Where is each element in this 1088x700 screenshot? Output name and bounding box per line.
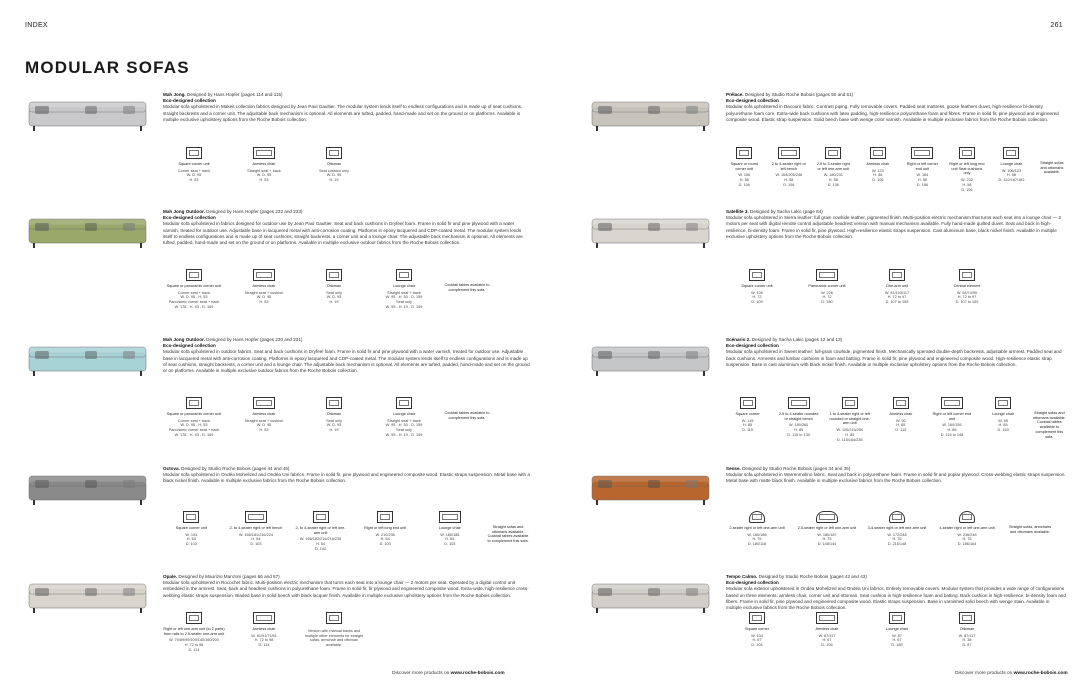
module-dimensions: Seat cushion only W. D. 95 H. 19 xyxy=(319,168,349,183)
module-dimensions: W. 87 H. 67 D. 185 xyxy=(891,633,903,648)
product-collection: Eco-designed collection xyxy=(163,215,216,221)
module-icon xyxy=(870,147,886,159)
module-dimensions: W. 90 H. 85 D. 115 xyxy=(895,418,907,433)
module-item xyxy=(828,397,871,442)
module-label: 1 to 4-seater right or left rounded or straight one-arm unit xyxy=(829,412,871,426)
module-icon xyxy=(911,147,933,159)
module-icon xyxy=(186,397,202,409)
module-icon xyxy=(842,397,858,409)
product-collection: Eco-designed collection xyxy=(163,343,216,349)
module-label: Armless chair xyxy=(252,162,276,166)
module-dimensions: W. 81/103/117 H. 72 to 97 D. 107 to 159 xyxy=(884,290,910,305)
module-dimensions: W. 81/91/71/81 H. 72 to 98 D. 114 xyxy=(251,633,277,648)
footer-prefix: Discover more products on xyxy=(955,671,1014,676)
module-label: 3-4-seater right or left one-arm unit xyxy=(867,526,927,530)
module-item xyxy=(993,147,1030,183)
module-item xyxy=(726,397,769,433)
product-description: Modular sofa upholstered in Rocochet fabric. Multi-position electric mechanism that turns each seat into a lounge chair — 2 motors per seat. Operated by a digital control unit embedded in the armrest. Seat, back and headrest cushions in polyurethane foam. Frame in solid fir, fir plywood and engineered composite wood. Extra-wide, high-resilience cross-webbing elastic straps suspension. Bladed base in solid beech with black lacquer finish. Available in multiple exclusive upholstery options from the Roche Bobois collection. xyxy=(163,580,529,598)
module-dimensions: W. 95 H. 85 D. 163 xyxy=(997,418,1009,433)
module-dimensions: W. 210/235 H. 64 D. 103 xyxy=(375,532,395,547)
module-icon xyxy=(326,147,342,159)
module-label: Square corner unit xyxy=(175,526,207,530)
module-label: Ottoman xyxy=(326,162,342,166)
module-dimensions: W. 160/185 H. 64 D. 103 xyxy=(440,532,460,547)
module-label: 2- to 4-seater right or left one-arm unit xyxy=(295,526,346,535)
product-name: Octova. xyxy=(163,466,180,471)
module-icon xyxy=(816,612,838,624)
module-list xyxy=(163,269,530,310)
module-label: Right or left one-arm unit (to 2 parts) from rails to 2.5-seater one-arm unit xyxy=(163,627,225,636)
module-icon xyxy=(183,511,199,523)
module-dimensions: W. 236/248 H. 75 D. 186/164 xyxy=(957,532,977,547)
module-label: Armless chair xyxy=(889,412,913,416)
module-icon xyxy=(186,269,202,281)
product-credit: Designed by Sacha Lakic (pages 12 and 13) xyxy=(750,337,843,342)
sofa-illustration xyxy=(25,92,150,140)
module-icon xyxy=(736,147,752,159)
module-label: One-arm unit xyxy=(885,284,909,288)
module-dimensions: W. 120/215/250 H. 85 D. 115/164/235 xyxy=(836,428,864,442)
module-label: Square or panoramic corner unit xyxy=(166,412,222,416)
module-dimensions: Straight seat + back W. 95 - H. 53 - D. 159 Seat only W. 95 - H. 19 - D. 159 xyxy=(385,290,423,309)
module-icon xyxy=(253,269,275,281)
module-dimensions: W. 109 H. 72 D. 109 xyxy=(751,290,763,305)
module-list xyxy=(726,269,1066,305)
module-item xyxy=(373,269,435,310)
index-label: INDEX xyxy=(25,22,48,29)
product-credit: Designed by Sacha Lakic (page 84) xyxy=(748,209,823,214)
module-icon xyxy=(749,612,765,624)
module-icon xyxy=(816,511,838,523)
module-item xyxy=(303,269,365,305)
module-dimensions: W. 226 H. 72 D. 180 xyxy=(821,290,833,305)
module-dimensions: W. 123 H. 58 D. 106 xyxy=(871,168,884,183)
product-note: Straight sofas and ottomans available. Cocktail tables available to complement this sofa. xyxy=(487,525,529,544)
module-dimensions: Seat only W. D. 95 H. 19 xyxy=(326,290,342,305)
product-text xyxy=(726,337,1066,368)
module-item xyxy=(233,397,295,433)
module-dimensions: W. 166/181/216/224 H. 64 D. 103 xyxy=(238,532,273,547)
module-item xyxy=(373,397,435,438)
module-label: Square corner unit xyxy=(741,284,773,288)
page-header xyxy=(25,22,1063,34)
module-list xyxy=(726,397,1066,442)
product-note: Cocktail tables available to complement this sofa. xyxy=(444,411,490,420)
product-description: Modular sofa upholstered in outdoor fabrics. Seat and back cushions in Dryfeel foam. Frame in solid fir and pine plywood with a water varnish, treated for outdoor use. Adjustable base in lacquered metal with anti-corrosion coating. Platforms in epoxy lacquered and CDP-coated metal. The modular system lends itself to endless configurations and is made up of seat cushions, straight backrests, a corner unit and a lounge chair. The adjustable back mechanism is optional. All elements are tufted, padded, hand-made and set on the ground or on platforms. Available in multiple exclusive outdoor fabrics from the Roche Bobois collection. xyxy=(163,349,530,373)
module-label: Square or panoramic corner unit xyxy=(166,284,222,288)
footer-left xyxy=(392,671,505,676)
module-label: Lounge chair xyxy=(393,284,415,288)
module-dimensions: W. 180/187 H. 75 D. 148/144 xyxy=(817,532,837,547)
module-icon xyxy=(959,147,975,159)
product-text xyxy=(726,466,1066,485)
module-label: Square corner xyxy=(744,627,770,631)
module-item xyxy=(796,511,858,547)
product-text xyxy=(163,466,530,485)
module-icon xyxy=(959,511,975,523)
product-credit: Designed by Hans Hopfer (pages 230 and 231) xyxy=(204,337,303,342)
module-icon xyxy=(253,147,275,159)
sofa-illustration xyxy=(588,92,713,140)
module-dimensions: W. 164/205/246 H. 58 D. 106 xyxy=(775,173,803,187)
module-dimensions: W. 64/74/90 H. 72 to 97 D. 107 to 159 xyxy=(955,290,979,305)
module-dimensions: W. 106 H. 58 D. 106 xyxy=(738,173,751,187)
module-item xyxy=(930,397,973,438)
footer-url[interactable]: www.roche-bobois.com xyxy=(450,671,505,676)
product-description: Modular sofa upholstered in Dacouro fabric. Contrast piping. Fully removable covers. Padded seat mattress, goose feathers duvet, high-resilience bi-density polyurethane foam core. Extra-wide back cushions with latex padding, high-resilience polyurethane foam and fibres. Frame in solid fir, pine plywood and engineered composite wood. Elastic strap suspension. Solid beech base with wenge color varnish. Available in multiple exclusive fabrics from the Roche Bobois collection. xyxy=(726,104,1059,122)
module-dimensions: Straight seat + back W. 95 - H. 53 - D. 159 Seat only W. 95 - H. 19 - D. 159 xyxy=(385,418,423,437)
product-text xyxy=(163,209,530,246)
module-dimensions: Corner seat + back W. D. 95 - H. 53 Panoramic corner seat + back W. 178 - H. 53 - D. 169 xyxy=(168,418,220,437)
module-icon xyxy=(326,397,342,409)
product-name: Satellite 3. xyxy=(726,209,749,214)
module-label: Right or left corner end unit xyxy=(906,162,938,171)
module-item xyxy=(163,269,225,310)
product-note: Straight sofas and ottomans available. Cocktail tables available to complement this sofa. xyxy=(1032,411,1066,439)
module-label: 2.5 to 4-seater rounded or straight bench xyxy=(778,412,819,421)
module-dimensions: Straight seat + cushion W. D. 95 H. 53 xyxy=(244,418,284,433)
module-dimensions: W. 172/248 H. 75 D. 215/148 xyxy=(887,532,907,547)
module-label: Central element xyxy=(953,284,981,288)
module-dimensions: W. 115 H. 85 D. 115 xyxy=(741,418,754,433)
module-label: Lounge chair xyxy=(886,627,908,631)
module-item xyxy=(904,147,941,188)
product-credit: Designed by Studio Roche Bobois (pages 42 and 43) xyxy=(757,574,867,579)
module-label: 2.5 to 3-seater right or left one-arm unit xyxy=(816,162,850,171)
module-label: Right or left long end unit xyxy=(364,526,407,530)
product-name: Mah Jong Outdoor. xyxy=(163,209,205,214)
module-item xyxy=(163,397,225,438)
module-icon xyxy=(749,511,765,523)
module-label: 2 to 4-seater right or left bench xyxy=(771,162,806,171)
sofa-illustration xyxy=(588,209,713,257)
module-dimensions: W. 164 H. 58 D. 186 xyxy=(916,173,929,187)
sofa-illustration xyxy=(25,209,150,257)
module-icon xyxy=(825,147,841,159)
module-list xyxy=(726,147,1066,192)
module-label: Lounge chair xyxy=(393,412,415,416)
module-dimensions: W. 180/260 H. 85 D. 115 to 130 xyxy=(787,423,810,437)
module-icon xyxy=(377,511,393,523)
module-item xyxy=(860,147,897,183)
product-text xyxy=(726,92,1066,123)
module-list xyxy=(726,612,1066,648)
module-item xyxy=(866,269,928,305)
product-text xyxy=(163,92,530,123)
module-label: Ottoman xyxy=(326,284,342,288)
product-credit: Designed by Maurizio Manzoni (pages 66 and 67) xyxy=(177,574,280,579)
footer-prefix: Discover more products on xyxy=(392,671,451,676)
module-label: Ottoman xyxy=(326,412,342,416)
product-description: Modular sofa upholstered in Sierra leather: full grain cowhide leather, pigmented finish. Multi-position electric mechanism that turns each seat into a lounge chair — 2 motors per seat with digital remote control adjustable headrest version with manual mechanism available. Fully hand-made quilted duvet. Seat and back in high-resilience, bi-density foam. Frame in solid fir, pine plywood. High-resilience elastic straps suspension. Cast aluminium base, black nickel finish. Available in multiple exclusive upholstery options from the Roche Bobois collection. xyxy=(726,215,1062,239)
module-item xyxy=(796,269,858,305)
product-credit: Designed by Hans Hopfer (pages 232 and 233) xyxy=(204,209,303,214)
module-icon xyxy=(253,397,275,409)
product-note: Straight sofas and ottomans available. xyxy=(1040,161,1064,175)
sofa-illustration xyxy=(588,337,713,385)
product-name: Sense. xyxy=(726,466,741,471)
module-item xyxy=(866,612,928,648)
module-list xyxy=(163,511,530,552)
product-note: Straight sofas, armchairs and ottomans available. xyxy=(1009,525,1051,534)
module-icon xyxy=(186,612,202,624)
product-name: Scénario 2. xyxy=(726,337,751,342)
module-item xyxy=(777,397,820,438)
module-dimensions: Version with manual backs and multiple other elements for straight sofas, armchair and ottoman available. xyxy=(304,629,364,648)
module-icon xyxy=(941,397,963,409)
module-list xyxy=(163,147,530,183)
module-label: 2- to 4-seater right or left bench xyxy=(229,526,283,530)
module-item xyxy=(936,269,998,305)
module-item xyxy=(422,511,479,547)
product-description: Modular sofa exterior upholstered in Ondéa Mohelized and Ondéa Uni fabrics. Entirely removable covers. Modular system that provides a wide range of configurations based on three elements: armless chair, corner unit and ottoman. Seat cushion in high-resilience foam and batting. Back cushion in high-resilience, bi-density foam and fibers. Frame in solid fir, pine plywood and engineered composite wood. Elastic straps suspension. Base in varnished solid beech with wenge stain. Available in multiple exclusive fabrics from the Roche Bobois collection. xyxy=(726,586,1066,610)
sofa-illustration xyxy=(588,466,713,514)
page-number: 261 xyxy=(1050,22,1063,29)
product-credit: Designed by Hans Hopfer (pages 114 and 115) xyxy=(185,92,283,97)
module-label: Right or left long end unit Seat cushions only xyxy=(949,162,985,176)
module-icon xyxy=(396,269,412,281)
product-collection: Eco-designed collection xyxy=(726,98,779,104)
module-dimensions: W. 87/117 H. 67 D. 106 xyxy=(818,633,836,648)
product-name: Mah Jong Outdoor. xyxy=(163,337,205,342)
module-label: Lounge chair xyxy=(992,412,1015,416)
module-icon xyxy=(186,147,202,159)
module-icon xyxy=(788,397,810,409)
product-description: Modular sofa upholstered in Sweet leather: full-grain cowhide, pigmented finish. Mechanically operated double-depth backrests, adjustable armrest. Padded seat and back cushions. Armrests and lumbar cushions in foam and batting. Frame in solid fir, pine plywood and engineered composite wood. High-resilience elastic strap suspension. Base in cast aluminium with black nickel finish. Available in multiple exclusive upholstery options from the Roche Bobois collection. xyxy=(726,349,1062,367)
module-item xyxy=(982,397,1025,433)
module-dimensions: Straight seat + cushion W. D. 95 H. 53 xyxy=(244,290,284,305)
sofa-illustration xyxy=(25,574,150,622)
module-icon xyxy=(396,397,412,409)
module-item xyxy=(949,147,986,192)
module-icon xyxy=(889,511,905,523)
module-label: 4-seater right or left one-arm unit xyxy=(939,526,995,530)
module-icon xyxy=(740,397,756,409)
module-label: Ottoman xyxy=(959,627,975,631)
product-description: Modular sofa upholstered in fabrics designed for outdoor use by Jean Paul Gaultier. Seat and back cushions in Dryfeel foam. Frame in solid fir and pine plywood with a water varnish, treated for outdoor use. Adjustable base in lacquered metal with anti-corrosion coating. Platforms in epoxy lacquered and CDP-coated metal. The modular system lends itself to endless configurations and is made up of seat cushions, straight backrests, a corner unit and a lounge chair. The adjustable back mechanism is optional. All elements are tufted, padded, hand-made and set on the ground or on platforms. Available in multiple exclusive outdoor fabrics from the Roche Bobois collection. xyxy=(163,221,523,245)
footer-right xyxy=(955,671,1068,676)
module-item xyxy=(303,397,365,433)
module-item xyxy=(357,511,414,547)
sofa-illustration xyxy=(588,574,713,622)
module-icon xyxy=(778,147,800,159)
module-item xyxy=(228,511,285,547)
product-text xyxy=(163,574,530,599)
product-text xyxy=(726,209,1066,240)
module-item xyxy=(726,612,788,648)
module-icon xyxy=(959,612,975,624)
module-item xyxy=(936,612,998,648)
page-title: MODULAR SOFAS xyxy=(25,58,190,77)
module-item xyxy=(292,511,349,552)
module-item xyxy=(796,612,858,648)
product-description: Modular sofa upholstered in Warrenmolino fabric. Seat and back in polyurethane foam. Frame in solid fir and poplar plywood. Cross-webbing elastic straps suspension. Metal base with matte black finish. Available in multiple exclusive fabrics from the Roche Bobois collection. xyxy=(726,472,1066,484)
product-credit: Designed by Studio Roche Bobois (pages 34 and 35) xyxy=(740,466,851,471)
module-dimensions: Corner seat + back W. D. 95 H. 53 xyxy=(177,168,211,183)
module-dimensions: W. 104 H. 67 D. 104 xyxy=(751,633,763,648)
module-label: 2-seater right or left one-arm unit xyxy=(729,526,785,530)
module-item xyxy=(815,147,852,188)
module-icon xyxy=(253,612,275,624)
module-list xyxy=(163,612,530,653)
product-name: Mah Jong. xyxy=(163,92,186,97)
product-description: Modular sofa upholstered in Makeit collection fabrics designed by Jean Paul Gaultier. The modular system lends itself to endless configurations and is made up of seat cushions, straight backrests and a corner unit. The adjustable back mechanism is optional. All elements are tufted, padded, hand-made and set on the ground or on platforms. Available in multiple exclusive upholstery options from the Roche Bobois collection. xyxy=(163,104,523,122)
module-icon xyxy=(313,511,329,523)
module-dimensions: W. 232 H. 58 D. 106 xyxy=(961,178,973,192)
module-item xyxy=(303,612,365,648)
module-icon xyxy=(326,269,342,281)
module-dimensions: W. 103 H. 64 D. 103 xyxy=(185,532,198,547)
module-icon xyxy=(889,269,905,281)
product-collection: Eco-designed collection xyxy=(726,343,779,349)
module-label: Armless chair xyxy=(815,627,839,631)
module-label: Lounge chair xyxy=(438,526,461,530)
module-icon xyxy=(995,397,1011,409)
product-text xyxy=(726,574,1066,611)
module-item xyxy=(936,511,998,547)
module-dimensions: W. 106/123 H. 58 D. 122/167/182 xyxy=(998,168,1025,183)
module-dimensions: W. 79/89/99/109/140/160/200 H. 72 to 98 D. 114 xyxy=(169,638,219,652)
module-dimensions: Straight seat + back W. D. 95 H. 53 xyxy=(247,168,281,183)
product-collection: Eco-designed collection xyxy=(726,580,779,586)
module-dimensions: Seat only W. D. 95 H. 19 xyxy=(326,418,342,433)
module-icon xyxy=(889,612,905,624)
footer-url[interactable]: www.roche-bobois.com xyxy=(1013,671,1068,676)
module-label: Square corner xyxy=(735,412,760,416)
module-dimensions: W. 87/117 H. 38 D. 87 xyxy=(958,633,976,648)
product-name: Opale. xyxy=(163,574,178,579)
module-list xyxy=(726,511,1066,547)
module-icon xyxy=(1003,147,1019,159)
module-item xyxy=(163,147,225,183)
module-label: Armless chair xyxy=(252,284,276,288)
module-label: Square corner unit xyxy=(178,162,210,166)
module-icon xyxy=(326,612,342,624)
product-text xyxy=(163,337,530,374)
product-collection: Eco-designed collection xyxy=(163,98,216,104)
product-credit: Designed by Studio Roche Bobois (pages 44 and 45) xyxy=(179,466,290,471)
sofa-illustration xyxy=(25,466,150,514)
module-item xyxy=(771,147,808,188)
product-name: Tempo Calmo. xyxy=(726,574,758,579)
module-label: Panoramic corner unit xyxy=(808,284,846,288)
module-dimensions: W. 166/182/216/216/235 H. 64 D. 102 xyxy=(299,537,342,551)
module-label: Square or round corner unit xyxy=(730,162,758,171)
module-icon xyxy=(749,269,765,281)
module-icon xyxy=(245,511,267,523)
module-dimensions: W. 180/231 H. 58 D. 106 xyxy=(823,173,843,187)
module-dimensions: W. 160/186 H. 75 D. 180/118 xyxy=(747,532,767,547)
module-item xyxy=(726,511,788,547)
module-item xyxy=(866,511,928,547)
module-dimensions: Corner seat + back W. D. 95 - H. 53 Panoramic corner seat + back W. 178 - H. 53 - D. 169 xyxy=(168,290,220,309)
module-icon xyxy=(816,269,838,281)
module-item xyxy=(163,612,225,653)
module-list xyxy=(163,397,530,438)
product-name: Prélace. xyxy=(726,92,744,97)
module-item xyxy=(163,511,220,547)
product-description: Modular sofa upholstered in Ondéa Mohelized and Ondéa Uni fabrics. Frame in solid fir, pine plywood and engineered composite wood. Elastic straps suspension. Metal base with a black nickel finish. Available in multiple exclusive fabrics from the Roche Bobois collection. xyxy=(163,472,530,484)
sofa-illustration xyxy=(25,337,150,385)
module-label: Lounge chair xyxy=(1000,162,1023,166)
module-label: Armless chair xyxy=(252,412,276,416)
module-label: Right or left corner end unit xyxy=(932,412,972,421)
module-label: 2.5-seater right or left one-arm unit xyxy=(797,526,857,530)
module-icon xyxy=(959,269,975,281)
module-item xyxy=(233,147,295,183)
module-item xyxy=(233,612,295,648)
module-icon xyxy=(893,397,909,409)
module-label: Armless chair xyxy=(252,627,276,631)
module-item xyxy=(879,397,922,433)
module-icon xyxy=(439,511,461,523)
module-label: Armless chair xyxy=(866,162,890,166)
product-note: Cocktail tables available to complement this sofa. xyxy=(444,283,490,292)
product-credit: Designed by Studio Roche Bobois (pages 50 and 51) xyxy=(743,92,854,97)
module-item xyxy=(726,147,763,188)
module-item xyxy=(233,269,295,305)
module-item xyxy=(726,269,788,305)
module-dimensions: W. 160/155 H. 85 D. 115 to 148 xyxy=(940,423,964,437)
module-item xyxy=(303,147,365,183)
